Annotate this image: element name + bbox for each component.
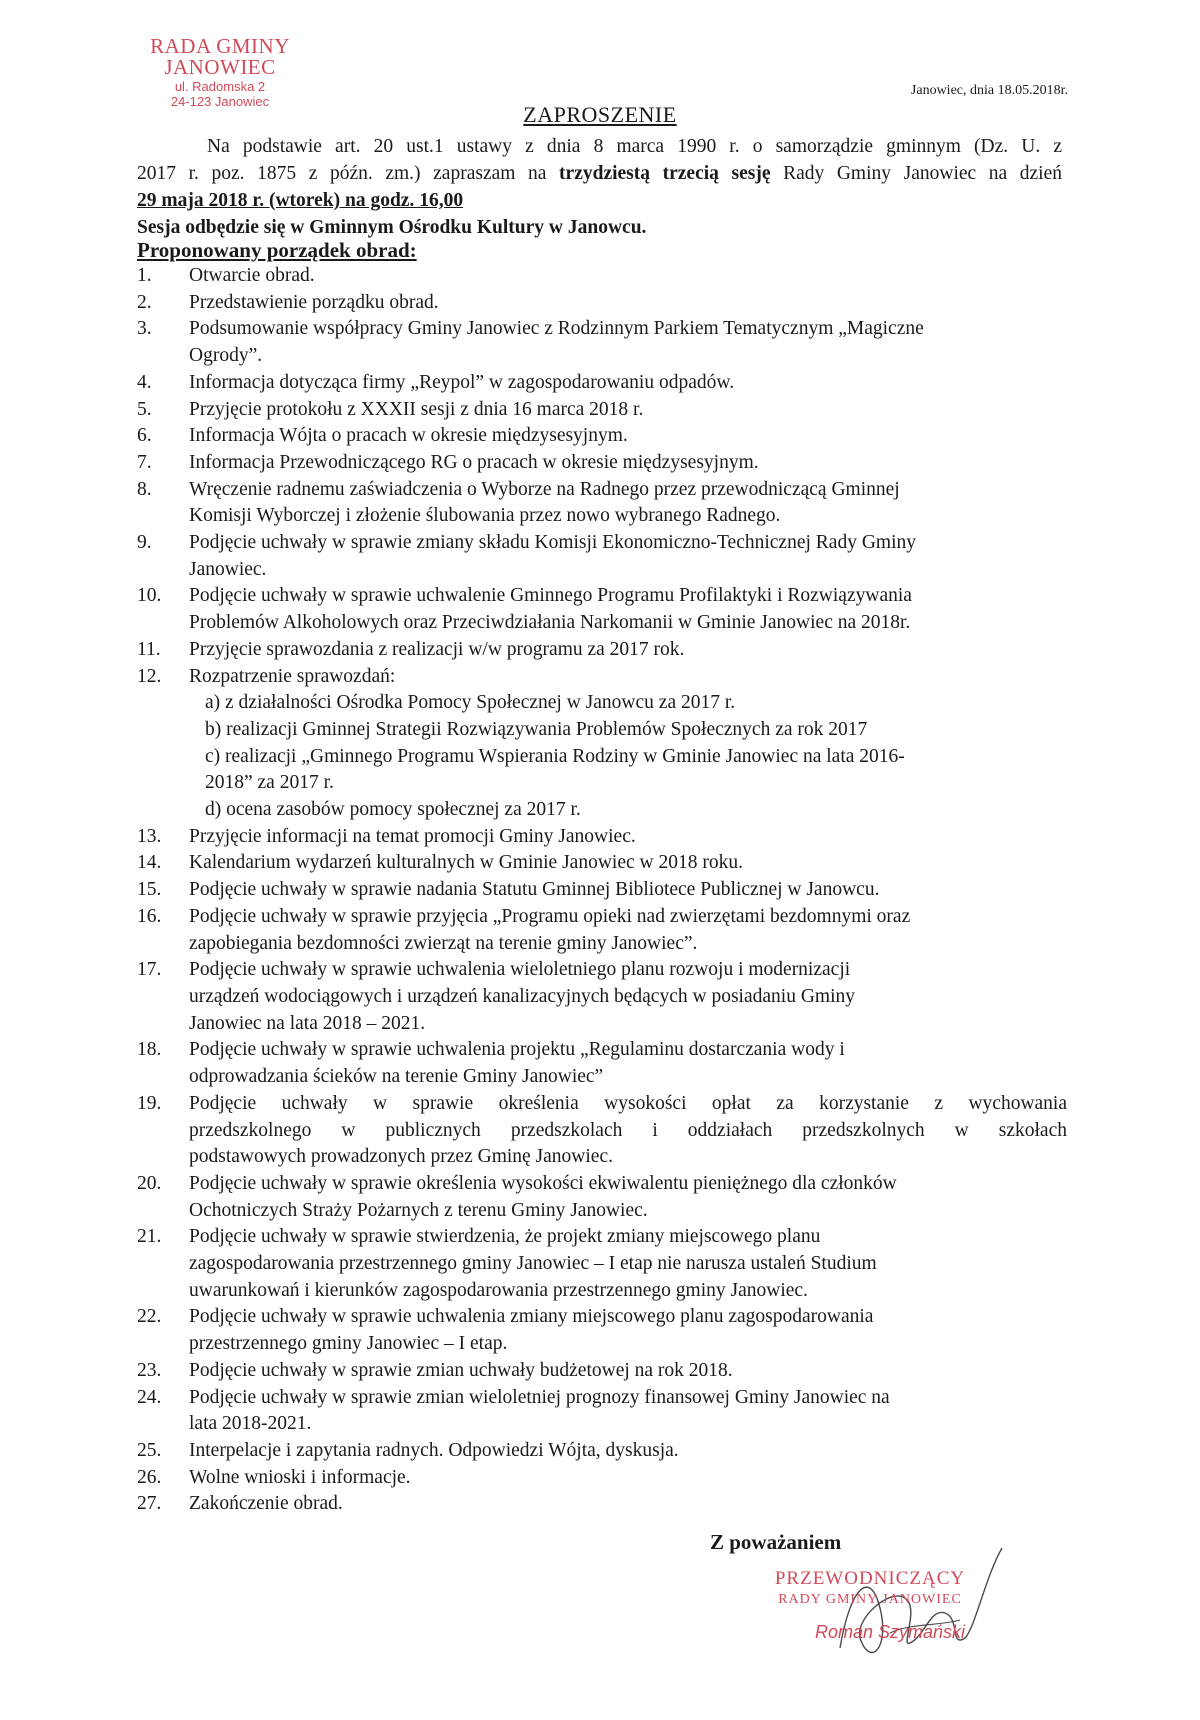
agenda-item-line: Przedstawienie porządku obrad.	[189, 291, 439, 313]
agenda-item-line: Podjęcie uchwały w sprawie uchwalenia projektu „Regulaminu dostarczania wody i	[189, 1039, 845, 1061]
agenda-item-text	[189, 450, 1067, 477]
agenda-item-text	[189, 530, 1067, 583]
agenda-item-line: Wolne wnioski i informacje.	[189, 1466, 411, 1488]
agenda-item-line: Podjęcie uchwały w sprawie uchwalenia wieloletniego planu rozwoju i modernizacji	[189, 959, 851, 981]
agenda-item-number: 3.	[137, 318, 152, 340]
intro-line-1: Na podstawie art. 20 ust.1 ustawy z dnia 8 marca 1990 r. o samorządzie gminnym (Dz. U. z	[207, 136, 1062, 157]
agenda-item	[137, 1491, 1067, 1518]
document-title: ZAPROSZENIE	[523, 102, 677, 127]
agenda-item	[137, 1358, 1067, 1385]
agenda-item-text	[189, 1037, 1067, 1090]
agenda-item-number: 27.	[137, 1493, 162, 1515]
agenda-item-number: 11.	[137, 638, 161, 660]
agenda-item-number: 20.	[137, 1172, 162, 1194]
agenda-item	[137, 1224, 1067, 1304]
agenda-item-text	[189, 1358, 1067, 1385]
agenda-item-number: 8.	[137, 478, 152, 500]
agenda-subitem	[137, 797, 1067, 824]
agenda-subitem	[137, 690, 1067, 717]
closing-salutation: Z poważaniem	[710, 1530, 842, 1554]
agenda-item-number: 10.	[137, 585, 162, 607]
agenda-item-number: 24.	[137, 1386, 162, 1408]
agenda-item-number: 2.	[137, 291, 152, 313]
agenda-item-line: Podjęcie uchwały w sprawie określenia wysokości ekwiwalentu pieniężnego dla członków	[189, 1172, 897, 1194]
agenda-item-line: Wręczenie radnemu zaświadczenia o Wyborze na Radnego przez przewodniczącą Gminnej	[189, 478, 900, 500]
agenda-item-line: Podjęcie uchwały w sprawie uchwalenie Gminnego Programu Profilaktyki i Rozwiązywania	[189, 585, 912, 607]
agenda-item-text	[189, 664, 1067, 691]
session-date: 29 maja 2018 r. (wtorek) na godz. 16,00	[137, 190, 464, 211]
agenda-item-text	[189, 1465, 1067, 1492]
agenda-item-line: Janowiec na lata 2018 – 2021.	[189, 1012, 426, 1034]
agenda-item-line: przestrzennego gminy Janowiec – I etap.	[189, 1333, 508, 1355]
agenda-item	[137, 450, 1067, 477]
agenda-item-text	[189, 290, 1067, 317]
agenda-item-text	[189, 1224, 1067, 1304]
agenda-item	[137, 583, 1067, 636]
agenda-item	[137, 397, 1067, 424]
agenda-item-number	[137, 690, 189, 717]
agenda-item	[137, 1304, 1067, 1357]
intro-paragraph	[137, 133, 1062, 241]
agenda-item-line: Kalendarium wydarzeń kulturalnych w Gminie Janowiec w 2018 roku.	[189, 852, 743, 874]
agenda-item-number: 7.	[137, 451, 152, 473]
agenda-item-number	[137, 797, 189, 824]
agenda-item-line: przedszkolnego w publicznych przedszkolach i oddziałach przedszkolnych w szkołach	[189, 1119, 1067, 1141]
agenda-item-line: Rozpatrzenie sprawozdań:	[189, 665, 396, 687]
agenda-item-number: 12.	[137, 665, 162, 687]
agenda-list	[137, 263, 1067, 1518]
agenda-item	[137, 290, 1067, 317]
agenda-item-text	[189, 423, 1067, 450]
agenda-item-line: Podjęcie uchwały w sprawie zmian wieloletniej prognozy finansowej Gminy Janowiec na	[189, 1386, 890, 1408]
agenda-item-line: zapobiegania bezdomności zwierząt na terenie gminy Janowiec”.	[189, 932, 698, 954]
agenda-item-text	[189, 1438, 1067, 1465]
agenda-item-line: Przyjęcie sprawozdania z realizacji w/w programu za 2017 rok.	[189, 638, 685, 660]
agenda-item	[137, 477, 1067, 530]
agenda-item	[137, 877, 1067, 904]
agenda-item-line: odprowadzania ścieków na terenie Gminy Janowiec”	[189, 1066, 604, 1088]
agenda-item-line: podstawowych prowadzonych przez Gminę Janowiec.	[189, 1146, 613, 1168]
agenda-item-text	[189, 477, 1067, 530]
agenda-item-line: Podjęcie uchwały w sprawie uchwalenia zmiany miejscowego planu zagospodarowania	[189, 1306, 874, 1328]
agenda-item-number: 23.	[137, 1359, 162, 1381]
agenda-item	[137, 1171, 1067, 1224]
agenda-item-line: Informacja dotycząca firmy „Reypol” w zagospodarowaniu odpadów.	[189, 371, 735, 393]
agenda-item	[137, 1438, 1067, 1465]
agenda-item-line: Janowiec.	[189, 558, 267, 580]
agenda-item-text	[189, 637, 1067, 664]
agenda-item-line: Otwarcie obrad.	[189, 265, 315, 286]
agenda-item-line: Podjęcie uchwały w sprawie nadania Statutu Gminnej Bibliotece Publicznej w Janowcu.	[189, 879, 880, 901]
stamp-address: ul. Radomska 2	[174, 79, 266, 94]
agenda-item-number: 1.	[137, 265, 152, 286]
agenda-item-number: 9.	[137, 532, 152, 554]
agenda-item-text	[189, 1304, 1067, 1357]
agenda-item	[137, 263, 1067, 290]
agenda-item-text	[189, 1171, 1067, 1224]
agenda-subitem	[137, 717, 1067, 744]
stamp-postal-code: 24-123 Janowiec	[170, 94, 270, 109]
council-stamp	[120, 36, 320, 108]
intro-line-2-a: 2017 r. poz. 1875 z późn. zm.) zapraszam na	[137, 163, 560, 184]
agenda-item-line: Podsumowanie współpracy Gminy Janowiec z Rodzinnym Parkiem Tematycznym „Magiczne	[189, 318, 924, 340]
agenda-item-text	[189, 263, 1067, 290]
intro-line-2-c: Rady Gminy Janowiec na dzień	[770, 163, 1063, 184]
agenda-item-number	[137, 744, 189, 797]
intro-line-2	[137, 160, 1062, 187]
agenda-item-number: 16.	[137, 905, 162, 927]
chairman-stamp-title: PRZEWODNICZĄCY	[774, 1568, 966, 1589]
agenda-item-line: zagospodarowania przestrzennego gminy Janowiec – I etap nie narusza ustaleń Studium	[189, 1253, 877, 1275]
agenda-item-text	[189, 690, 1067, 717]
agenda-item-number: 19.	[137, 1092, 162, 1114]
agenda-item-text	[189, 397, 1067, 424]
agenda-item-text	[189, 824, 1067, 851]
agenda-item-text	[189, 850, 1067, 877]
chairman-stamp-council: RADY GMINY JANOWIEC	[778, 1592, 962, 1607]
agenda-item	[137, 664, 1067, 691]
stamp-line-2: JANOWIEC	[164, 55, 276, 79]
agenda-item-line: Problemów Alkoholowych oraz Przeciwdziałania Narkomanii w Gminie Janowiec na 2018r.	[189, 612, 911, 634]
stamp-line-1: RADA GMINY	[150, 34, 290, 58]
agenda-item	[137, 1385, 1067, 1438]
agenda-item-line: Komisji Wyborczej i złożenie ślubowania przez nowo wybranego Radnego.	[189, 505, 781, 527]
agenda-item-text	[189, 370, 1067, 397]
agenda-item-text	[189, 1091, 1067, 1171]
agenda-item-number: 6.	[137, 425, 152, 447]
agenda-item-number: 15.	[137, 879, 162, 901]
agenda-item-line: Ogrody”.	[189, 345, 263, 367]
agenda-item-text	[189, 1491, 1067, 1518]
agenda-item-line: Interpelacje i zapytania radnych. Odpowiedzi Wójta, dyskusja.	[189, 1439, 679, 1461]
agenda-item-number: 17.	[137, 959, 162, 981]
agenda-item	[137, 370, 1067, 397]
chairman-stamp	[740, 1568, 1000, 1643]
agenda-item-line: Podjęcie uchwały w sprawie określenia wysokości opłat za korzystanie z wychowania	[189, 1092, 1067, 1114]
agenda-item-text	[189, 797, 1067, 824]
agenda-item-number	[137, 717, 189, 744]
agenda-item	[137, 637, 1067, 664]
agenda-item-text	[189, 744, 1067, 797]
agenda-item-line: b) realizacji Gminnej Strategii Rozwiązywania Problemów Społecznych za rok 2017	[205, 718, 868, 740]
agenda-item-text	[189, 583, 1067, 636]
agenda-item-text	[189, 717, 1067, 744]
agenda-item-number: 14.	[137, 852, 162, 874]
agenda-item-number: 26.	[137, 1466, 162, 1488]
agenda-item-line: Zakończenie obrad.	[189, 1493, 343, 1515]
agenda-item-number: 21.	[137, 1226, 162, 1248]
chairman-name: Roman Szymański	[814, 1622, 966, 1642]
agenda-item	[137, 1091, 1067, 1171]
agenda-item	[137, 316, 1067, 369]
agenda-item	[137, 1037, 1067, 1090]
agenda-item-line: Podjęcie uchwały w sprawie zmian uchwały budżetowej na rok 2018.	[189, 1359, 733, 1381]
agenda-item	[137, 423, 1067, 450]
agenda-subitem	[137, 744, 1067, 797]
agenda-item-number: 22.	[137, 1306, 162, 1328]
agenda-item-line: c) realizacji „Gminnego Programu Wspierania Rodziny w Gminie Janowiec na lata 2016-	[205, 745, 905, 767]
agenda-item-line: urządzeń wodociągowych i urządzeń kanalizacyjnych będących w posiadaniu Gminy	[189, 985, 855, 1007]
agenda-item-number: 4.	[137, 371, 152, 393]
agenda-item	[137, 957, 1067, 1037]
agenda-item-line: 2018” za 2017 r.	[205, 772, 334, 794]
agenda-item	[137, 850, 1067, 877]
agenda-item-number: 18.	[137, 1039, 162, 1061]
session-number: trzydziestą trzecią sesję	[559, 163, 771, 184]
agenda-heading: Proponowany porządek obrad:	[137, 238, 417, 262]
agenda-item-line: Informacja Przewodniczącego RG o pracach w okresie międzysesyjnym.	[189, 451, 759, 473]
agenda-item-line: Przyjęcie informacji na temat promocji Gminy Janowiec.	[189, 825, 636, 847]
agenda-item-line: Podjęcie uchwały w sprawie zmiany składu Komisji Ekonomiczno-Technicznej Rady Gminy	[189, 532, 916, 554]
agenda-item-line: lata 2018-2021.	[189, 1413, 312, 1435]
agenda-item-text	[189, 877, 1067, 904]
agenda-item-line: d) ocena zasobów pomocy społecznej za 2017 r.	[205, 799, 581, 821]
agenda-item-line: a) z działalności Ośrodka Pomocy Społecznej w Janowcu za 2017 r.	[205, 692, 736, 714]
agenda-item-number: 5.	[137, 398, 152, 420]
agenda-item-line: Informacja Wójta o pracach w okresie międzysesyjnym.	[189, 425, 628, 447]
agenda-item	[137, 904, 1067, 957]
agenda-item-line: uwarunkowań i kierunków zagospodarowania przestrzennego gminy Janowiec.	[189, 1279, 808, 1301]
agenda-item-line: Przyjęcie protokołu z XXXII sesji z dnia 16 marca 2018 r.	[189, 398, 644, 420]
agenda-item	[137, 1465, 1067, 1492]
agenda-item-text	[189, 1385, 1067, 1438]
session-venue: Sesja odbędzie się w Gminnym Ośrodku Kultury w Janowcu.	[137, 217, 647, 238]
agenda-item-text	[189, 957, 1067, 1037]
agenda-item	[137, 530, 1067, 583]
agenda-item-line: Podjęcie uchwały w sprawie przyjęcia „Programu opieki nad zwierzętami bezdomnymi oraz	[189, 905, 911, 927]
agenda-item-line: Ochotniczych Straży Pożarnych z terenu Gminy Janowiec.	[189, 1199, 648, 1221]
agenda-item-number: 13.	[137, 825, 162, 847]
agenda-item-text	[189, 904, 1067, 957]
agenda-item-text	[189, 316, 1067, 369]
agenda-item-line: Podjęcie uchwały w sprawie stwierdzenia, że projekt zmiany miejscowego planu	[189, 1226, 821, 1248]
agenda-item-number: 25.	[137, 1439, 162, 1461]
place-date: Janowiec, dnia 18.05.2018r.	[910, 83, 1068, 98]
agenda-item	[137, 824, 1067, 851]
